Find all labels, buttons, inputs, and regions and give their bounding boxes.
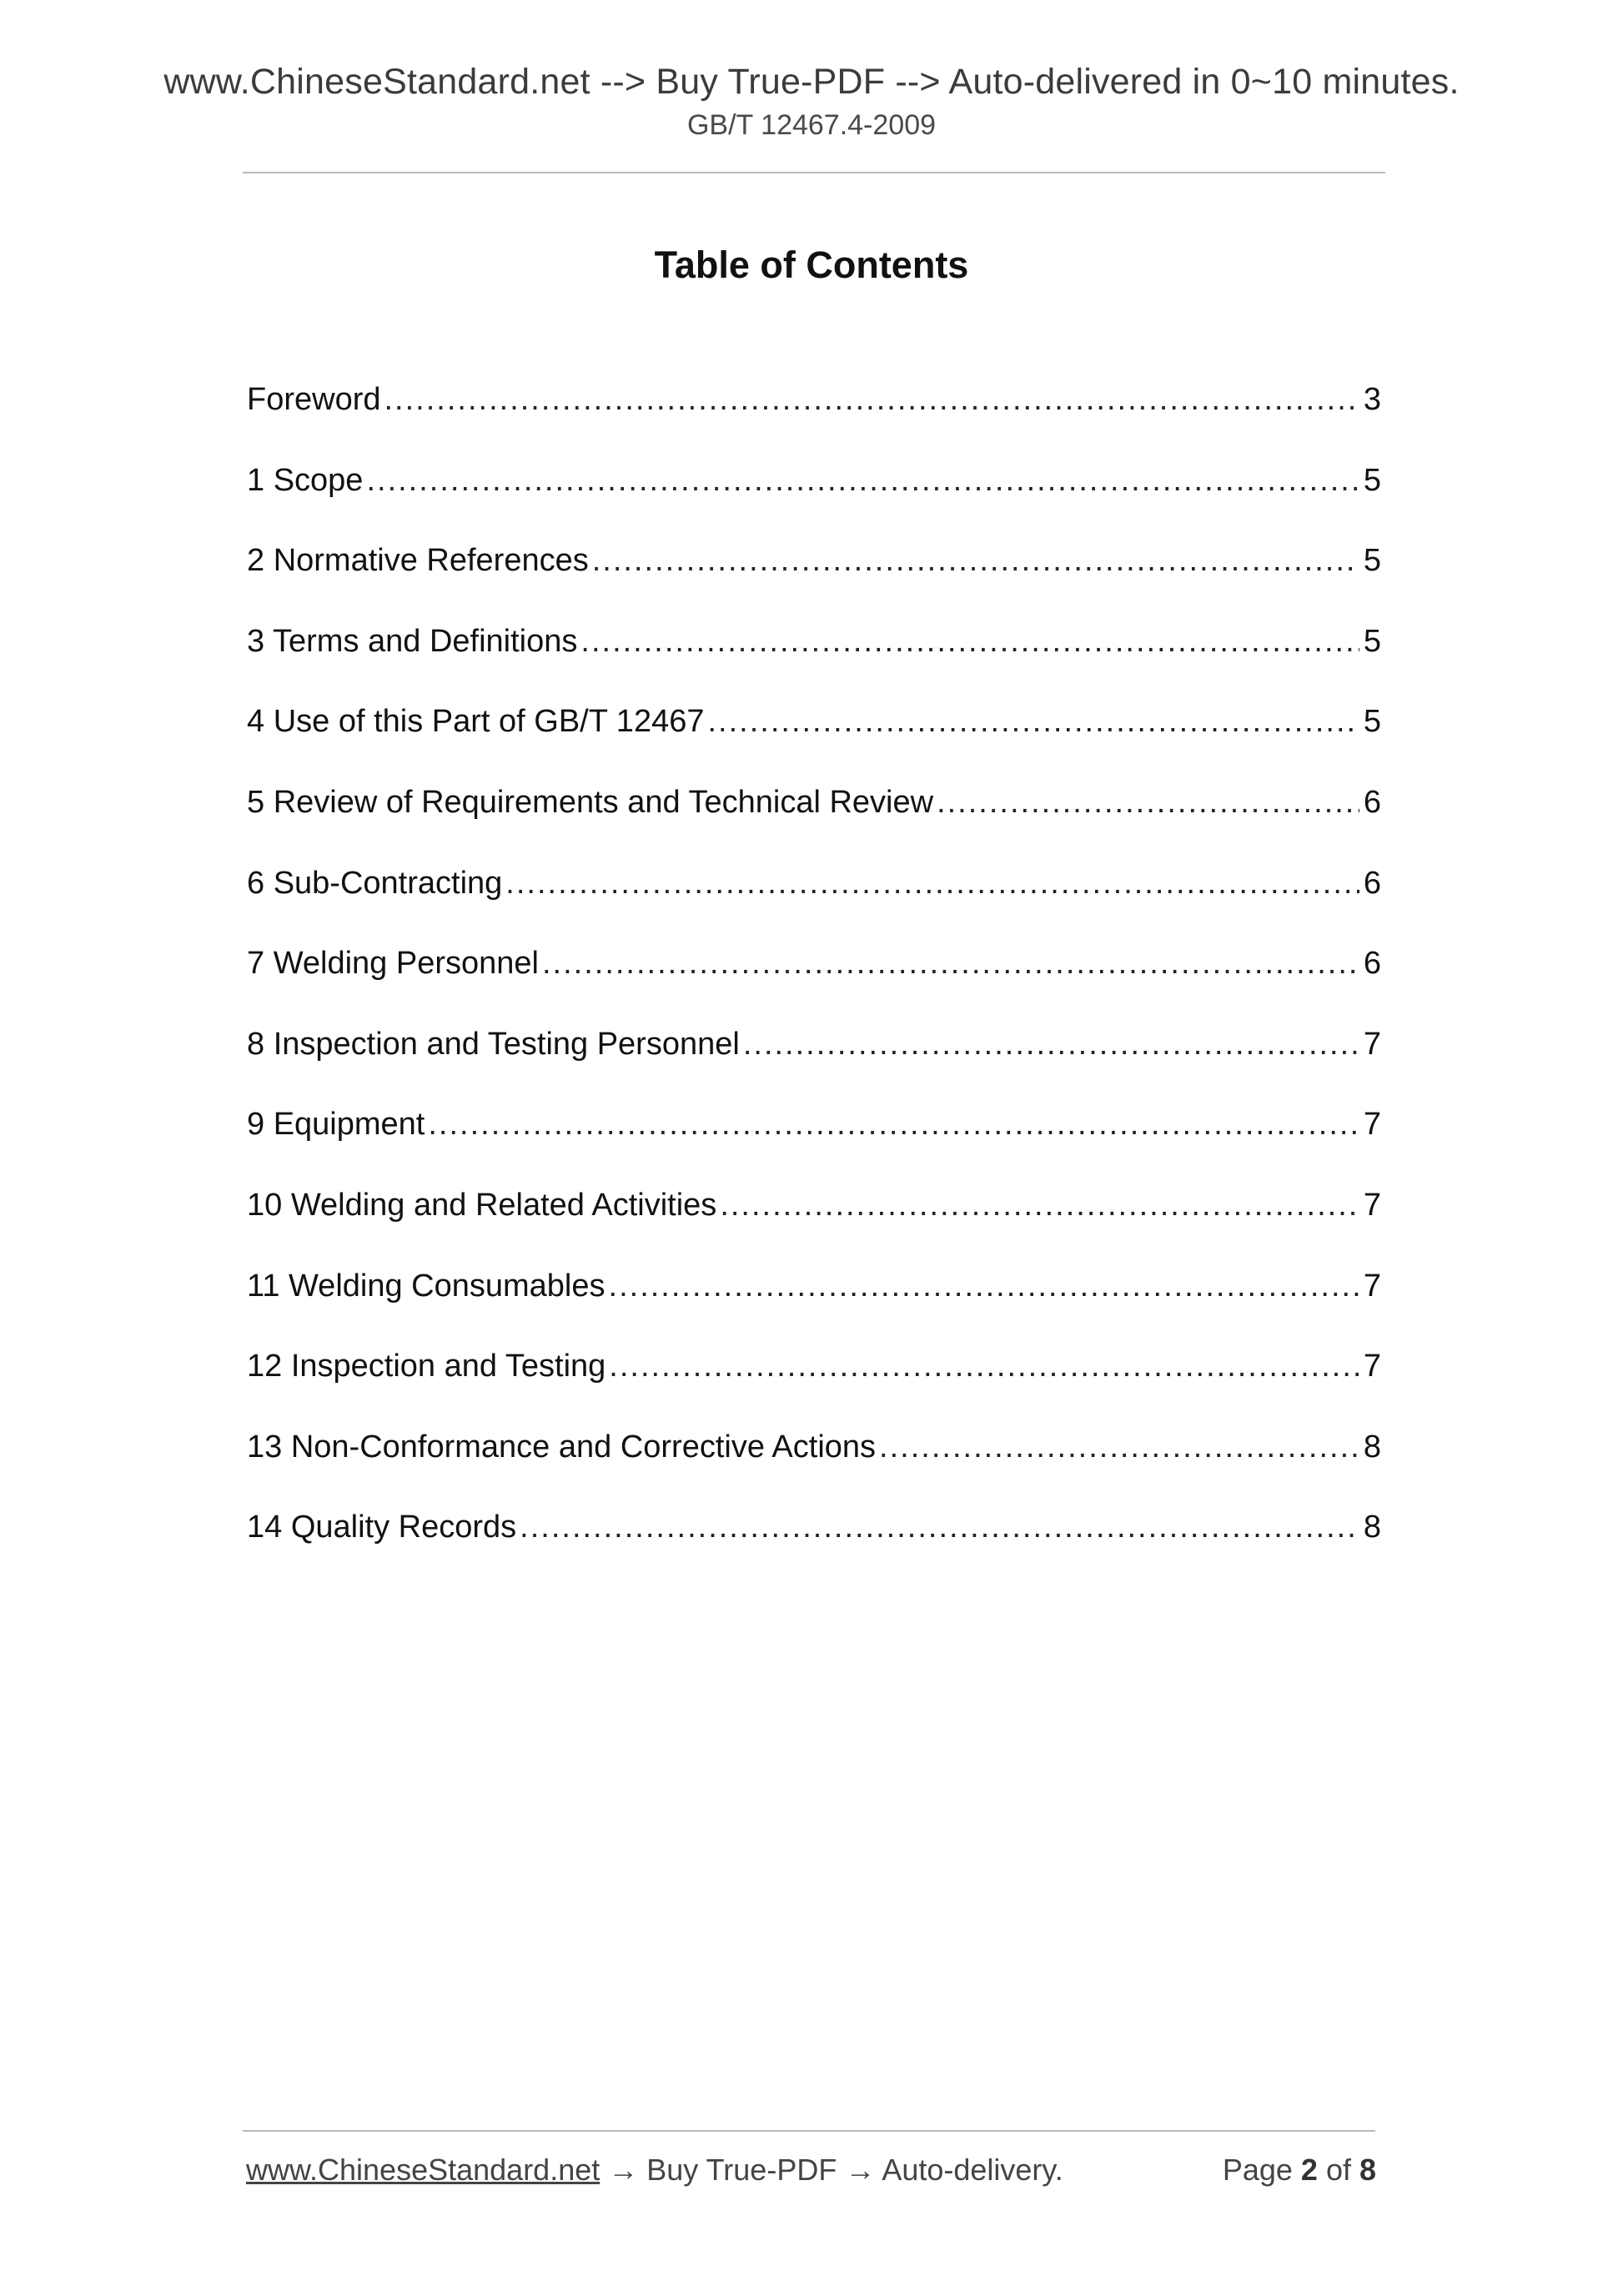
toc-leader-dots	[937, 781, 1359, 823]
toc-entry-welding-personnel[interactable]	[247, 942, 1381, 1023]
header-divider	[243, 172, 1385, 173]
toc-entry-page: 7	[1363, 1187, 1381, 1223]
page-prefix: Page	[1222, 2153, 1301, 2187]
toc-leader-dots	[366, 460, 1359, 501]
toc-leader-dots	[580, 620, 1359, 662]
toc-entry-label: 2 Normative References	[247, 543, 589, 579]
toc-entry-label: 14 Quality Records	[247, 1510, 517, 1545]
toc-entry-label: 8 Inspection and Testing Personnel	[247, 1026, 740, 1062]
page-indicator	[1223, 2150, 1376, 2190]
toc-entry-page: 7	[1363, 1107, 1381, 1143]
toc-entry-scope[interactable]	[247, 460, 1381, 540]
toc-leader-dots	[384, 379, 1360, 420]
toc-title: Table of Contents	[654, 244, 969, 286]
toc-entry-label: 13 Non-Conformance and Corrective Actions	[247, 1429, 877, 1465]
toc-entry-page: 6	[1363, 784, 1381, 820]
toc-leader-dots	[542, 942, 1359, 984]
toc-leader-dots	[609, 1265, 1359, 1307]
toc-entry-label: 6 Sub-Contracting	[247, 865, 503, 901]
toc-entry-normative-references[interactable]	[247, 540, 1381, 620]
toc-entry-welding-consumables[interactable]	[247, 1265, 1381, 1346]
toc-entry-page: 3	[1363, 382, 1381, 417]
toc-leader-dots	[879, 1426, 1359, 1468]
footer-tagline: → Buy True-PDF → Auto-delivery.	[600, 2153, 1063, 2187]
toc-entry-inspection-and-testing-personnel[interactable]	[247, 1023, 1381, 1104]
toc-leader-dots	[609, 1345, 1359, 1387]
toc-leader-dots	[428, 1103, 1359, 1145]
header-banner: www.ChineseStandard.net --> Buy True-PDF --> Auto-delivered in 0~10 minutes.	[163, 62, 1460, 102]
toc-entry-foreword[interactable]	[247, 379, 1381, 460]
footer-left	[246, 2150, 1063, 2190]
toc-entry-label: 4 Use of this Part of GB/T 12467	[247, 704, 705, 740]
toc-entry-page: 5	[1363, 704, 1381, 740]
toc-entry-page: 5	[1363, 543, 1381, 579]
table-of-contents	[247, 379, 1381, 1587]
toc-entry-label: 1 Scope	[247, 462, 364, 498]
toc-leader-dots	[505, 862, 1359, 904]
toc-entry-label: 12 Inspection and Testing	[247, 1349, 606, 1384]
toc-entry-page: 6	[1363, 946, 1381, 982]
toc-entry-page: 7	[1363, 1349, 1381, 1384]
page-current: 2	[1300, 2153, 1318, 2187]
toc-entry-page: 8	[1363, 1429, 1381, 1465]
toc-entry-label: 11 Welding Consumables	[247, 1268, 605, 1304]
page-header	[0, 60, 1623, 142]
standard-id: GB/T 12467.4-2009	[686, 109, 937, 141]
toc-leader-dots	[720, 1184, 1359, 1226]
toc-entry-page: 5	[1363, 462, 1381, 498]
toc-entry-page: 5	[1363, 623, 1381, 659]
toc-entry-sub-contracting[interactable]	[247, 862, 1381, 943]
toc-entry-page: 8	[1363, 1510, 1381, 1545]
toc-entry-page: 7	[1363, 1268, 1381, 1304]
toc-entry-equipment[interactable]	[247, 1103, 1381, 1184]
toc-entry-page: 7	[1363, 1026, 1381, 1062]
page-footer	[246, 2150, 1376, 2192]
footer-site-link[interactable]: www.ChineseStandard.net	[246, 2153, 600, 2187]
page-total: 8	[1359, 2153, 1376, 2187]
toc-entry-label: 7 Welding Personnel	[247, 946, 539, 982]
page-of: of	[1317, 2153, 1359, 2187]
toc-entry-label: 5 Review of Requirements and Technical Review	[247, 784, 934, 820]
toc-leader-dots	[707, 701, 1359, 742]
toc-entry-quality-records[interactable]	[247, 1506, 1381, 1587]
toc-entry-non-conformance[interactable]	[247, 1426, 1381, 1507]
toc-entry-label: Foreword	[247, 382, 381, 417]
toc-entry-label: 3 Terms and Definitions	[247, 623, 578, 659]
toc-leader-dots	[520, 1506, 1359, 1548]
toc-entry-use-of-this-part[interactable]	[247, 701, 1381, 781]
toc-entry-inspection-and-testing[interactable]	[247, 1345, 1381, 1426]
toc-entry-label: 9 Equipment	[247, 1107, 425, 1143]
toc-entry-review-of-requirements[interactable]	[247, 781, 1381, 862]
toc-leader-dots	[743, 1023, 1359, 1065]
footer-divider	[243, 2130, 1375, 2132]
toc-entry-welding-and-related-activities[interactable]	[247, 1184, 1381, 1265]
toc-entry-label: 10 Welding and Related Activities	[247, 1187, 717, 1223]
toc-leader-dots	[592, 540, 1359, 581]
toc-entry-page: 6	[1363, 865, 1381, 901]
toc-entry-terms-and-definitions[interactable]	[247, 620, 1381, 701]
